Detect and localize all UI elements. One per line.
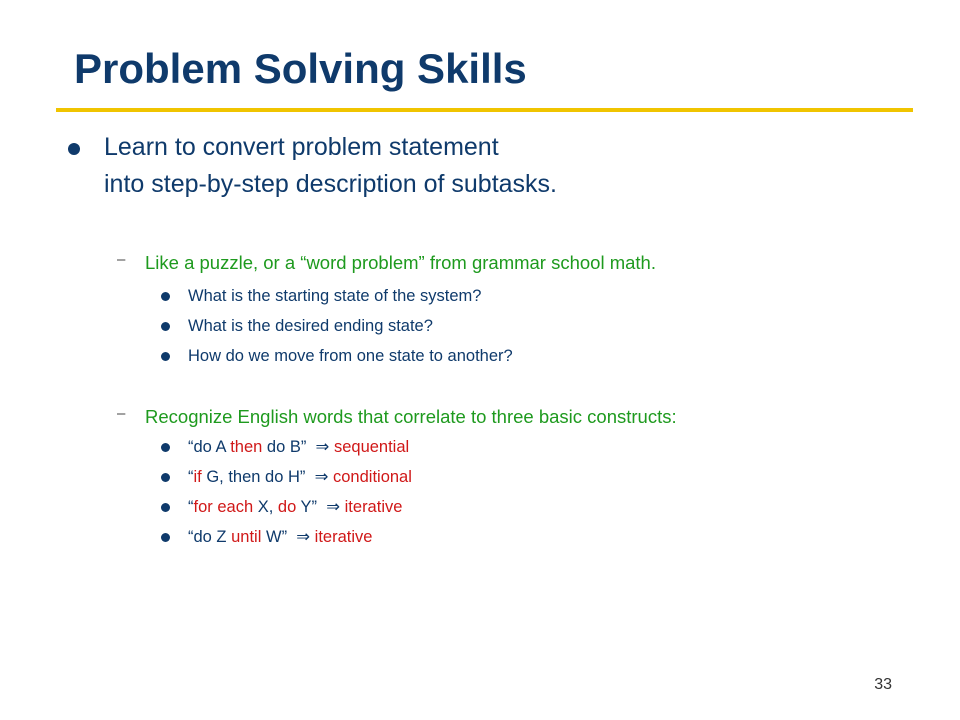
quote-close: ” [311,498,318,516]
quote-close: ” [299,468,306,486]
construct-text: G, [201,468,229,486]
list-item: What is the desired ending state? [188,317,433,335]
construct-text: do Z [193,528,232,546]
construct-result: iterative [344,498,403,516]
quote-open: “ [188,498,194,516]
sub-bullet-dash-1: – [117,251,126,268]
implies-arrow-icon: ⇒ [315,438,330,456]
construct-text: then [228,468,261,486]
implies-arrow-icon: ⇒ [326,498,341,516]
item-bullet-dot-icon [161,292,170,301]
page-number: 33 [874,676,892,693]
item-bullet-dot-icon [161,352,170,361]
construct-result: sequential [333,438,410,456]
main-bullet-dot-icon [68,143,80,155]
item-bullet-dot-icon [161,533,170,542]
item-bullet-dot-icon [161,443,170,452]
construct-text: do A [193,438,231,456]
main-bullet-line-2: into step-by-step description of subtasks. [104,170,558,198]
main-bullet-line-1: Learn to convert problem statement [104,133,499,161]
slide-title: Problem Solving Skills [74,45,527,92]
construct-item-iterative-for-each [188,499,402,516]
construct-text: do B [262,438,301,456]
main-bullet-text [104,129,557,203]
construct-text: W [261,528,282,546]
construct-keyword: if [193,468,202,486]
quote-open: “ [188,528,194,546]
construct-text: do H [260,468,300,486]
item-bullet-dot-icon [161,503,170,512]
title-underline [56,108,913,112]
construct-item-iterative-until [188,529,372,546]
quote-close: ” [300,438,307,456]
sub-bullet-text-2: Recognize English words that correlate to three basic constructs: [145,406,677,427]
list-item: How do we move from one state to another? [188,347,513,365]
construct-keyword: for each [193,498,254,516]
quote-close: ” [281,528,288,546]
construct-keyword: do [277,498,297,516]
construct-keyword: then [230,438,263,456]
construct-item-conditional [188,469,412,486]
implies-arrow-icon: ⇒ [296,528,311,546]
implies-arrow-icon: ⇒ [314,468,329,486]
item-bullet-dot-icon [161,322,170,331]
item-bullet-dot-icon [161,473,170,482]
quote-open: “ [188,468,194,486]
construct-text: X, [253,498,278,516]
construct-result: conditional [333,468,412,486]
quote-open: “ [188,438,194,456]
list-item: What is the starting state of the system? [188,287,482,305]
construct-item-sequential [188,439,409,456]
construct-text: Y [296,498,312,516]
sub-bullet-text-1: Like a puzzle, or a “word problem” from grammar school math. [145,252,656,273]
construct-result: iterative [314,528,373,546]
construct-keyword: until [231,528,262,546]
sub-bullet-dash-2: – [117,405,126,422]
